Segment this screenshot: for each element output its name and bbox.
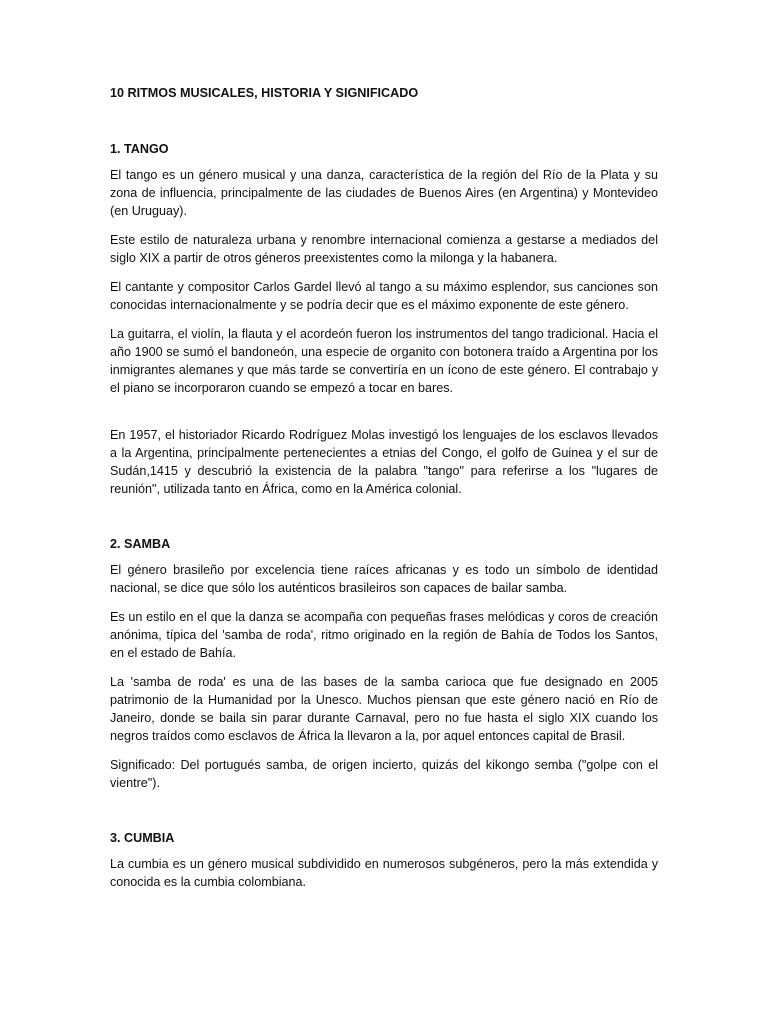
section-tango <box>110 140 658 498</box>
document-title: 10 RITMOS MUSICALES, HISTORIA Y SIGNIFICADO <box>110 86 419 100</box>
paragraph: Es un estilo en el que la danza se acompaña con pequeñas frases melódicas y coros de creación anónima, típica del 'samba de roda', ritmo originado en la región de Bahía de Todos los Santos, en el estado de Bahía. <box>110 610 658 660</box>
paragraph: Significado: Del portugués samba, de origen incierto, quizás del kikongo semba ("golpe con el vientre"). <box>110 758 658 790</box>
paragraph: Este estilo de naturaleza urbana y renombre internacional comienza a gestarse a mediados del siglo XIX a partir de otros géneros preexistentes como la milonga y la habanera. <box>110 233 658 265</box>
paragraph: La 'samba de roda' es una de las bases de la samba carioca que fue designado en 2005 patrimonio de la Humanidad por la Unesco. Muchos piensan que este género nació en Río de Janeiro, donde se baila sin parar durante Carnaval, pero no fue hasta el siglo XIX cuando los negros traídos como esclavos de África la llevaron a la, por aquel entonces capital de Brasil. <box>110 675 658 743</box>
section-heading-samba: 2. SAMBA <box>110 537 171 551</box>
paragraph: El tango es un género musical y una danza, característica de la región del Río de la Plata y su zona de influencia, principalmente de las ciudades de Buenos Aires (en Argentina) y Montevideo (en Uruguay). <box>110 168 658 218</box>
spacer <box>110 803 658 829</box>
section-cumbia <box>110 829 658 891</box>
paragraph: La cumbia es un género musical subdividido en numerosos subgéneros, pero la más extendida y conocida es la cumbia colombiana. <box>110 857 658 889</box>
paragraph: La guitarra, el violín, la flauta y el acordeón fueron los instrumentos del tango tradicional. Hacia el año 1900 se sumó el bandoneón, una especie de organito con botonera traído a Argentina por los inmigrantes alemanes y que más tarde se convertiría en un ícono de este género. El contrabajo y el piano se incorporaron cuando se empezó a tocar en bares. <box>110 327 658 395</box>
section-samba <box>110 535 658 792</box>
document-page <box>110 84 658 902</box>
paragraph: En 1957, el historiador Ricardo Rodríguez Molas investigó los lenguajes de los esclavos llevados a la Argentina, principalmente pertenecientes a etnias del Congo, el golfo de Guinea y el sur de Sudán,1415 y descubrió la existencia de la palabra "tango" para referirse a los "lugares de reunión", utilizada tanto en África, como en la América colonial. <box>110 428 658 496</box>
spacer <box>110 408 658 426</box>
paragraph: El cantante y compositor Carlos Gardel llevó al tango a su máximo esplendor, sus canciones son conocidas internacionalmente y se podría decir que es el máximo exponente de este género. <box>110 280 658 312</box>
paragraph: El género brasileño por excelencia tiene raíces africanas y es todo un símbolo de identidad nacional, se dice que sólo los auténticos brasileiros son capaces de bailar samba. <box>110 563 658 595</box>
section-heading-cumbia: 3. CUMBIA <box>110 831 175 845</box>
spacer <box>110 509 658 535</box>
section-heading-tango: 1. TANGO <box>110 142 169 156</box>
